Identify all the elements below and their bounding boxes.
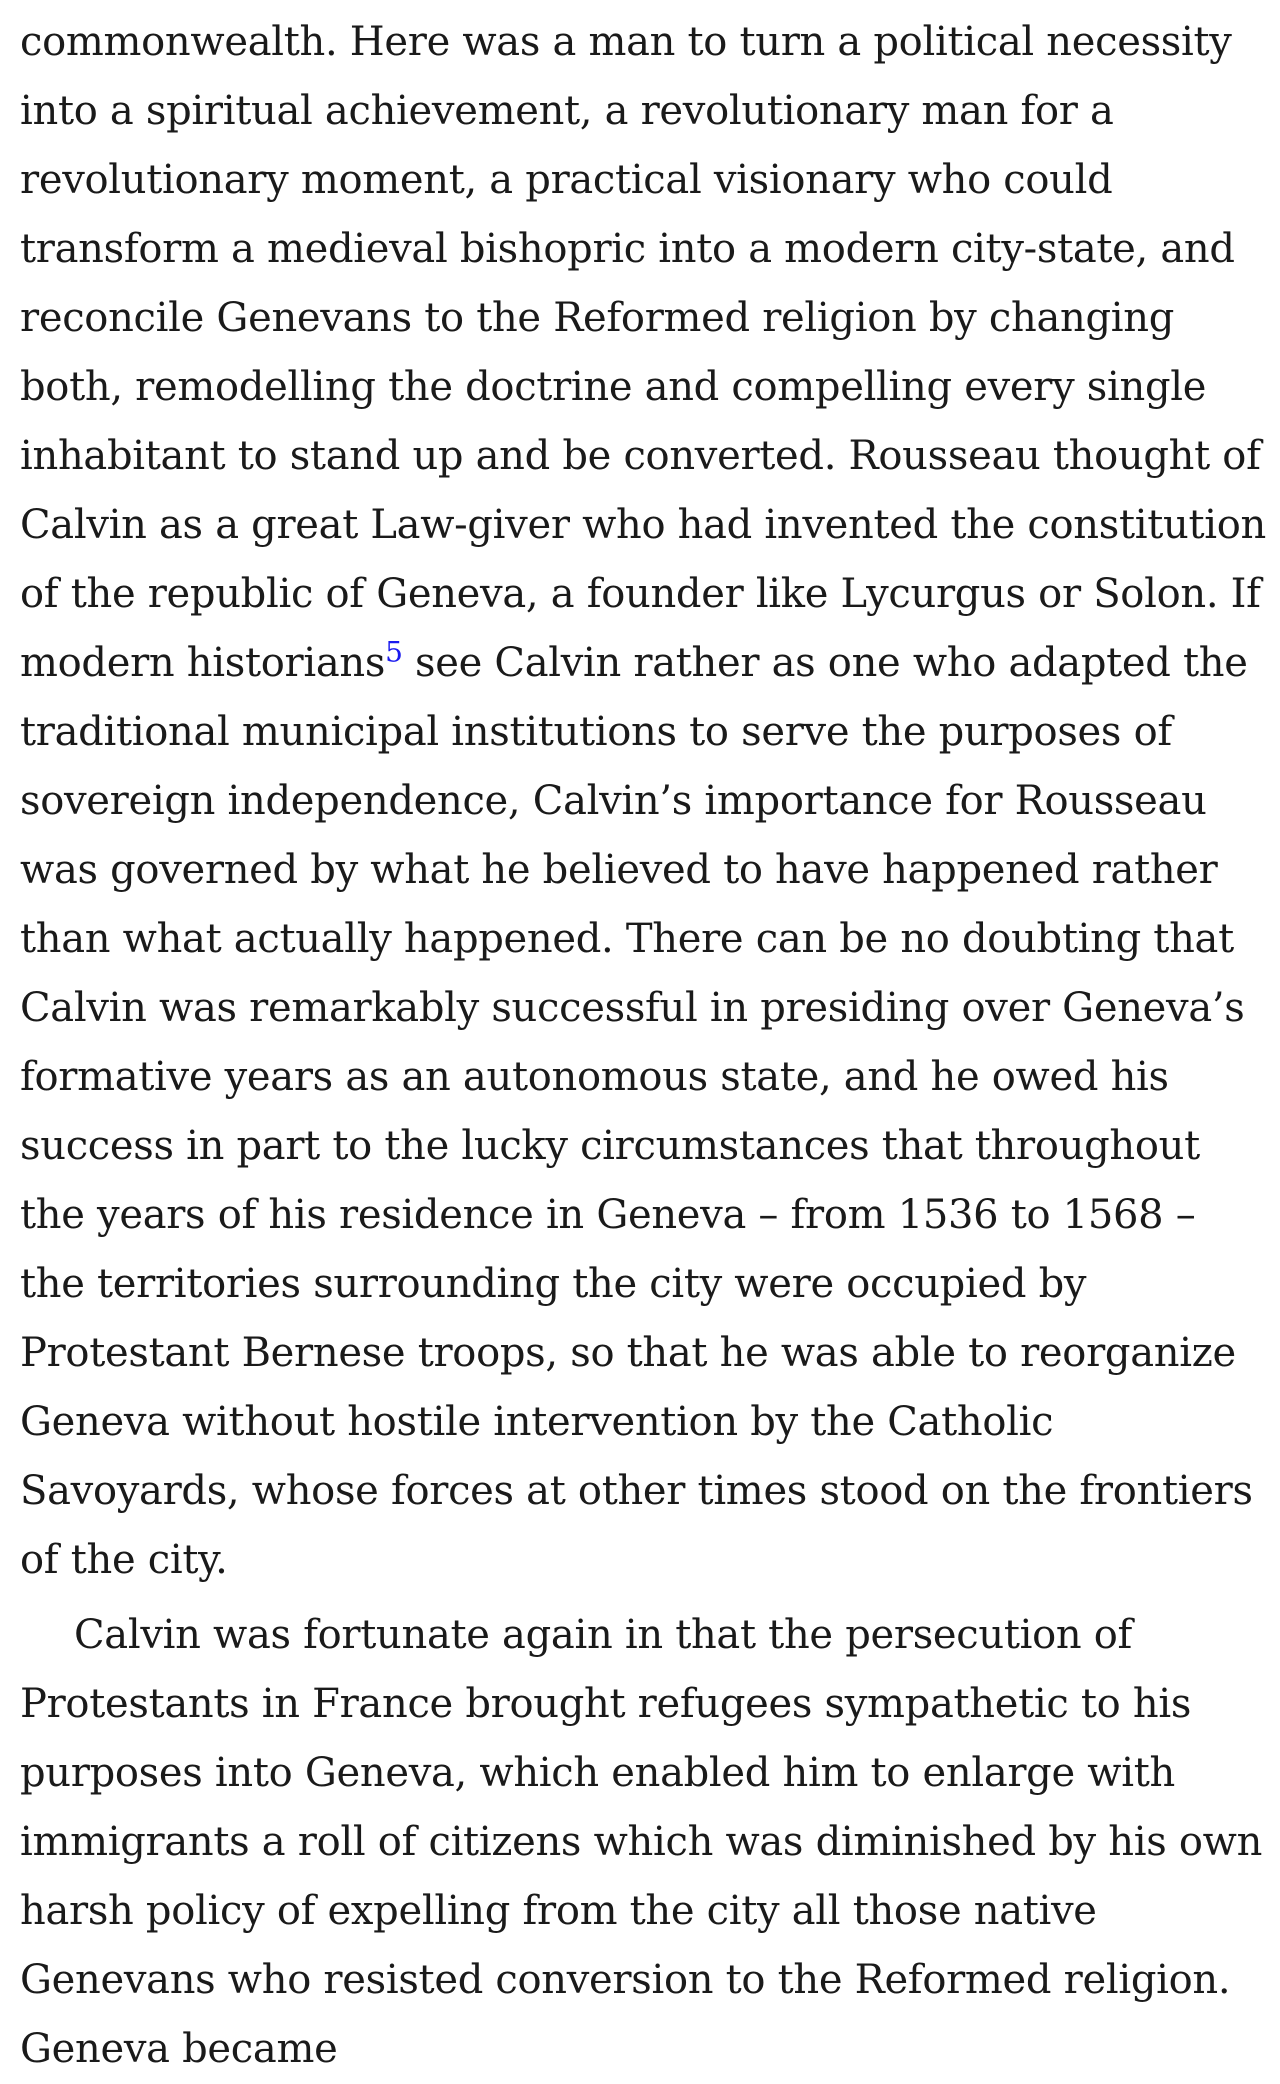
reading-page	[20, 8, 1270, 2084]
body-paragraph-2: Calvin was fortunate again in that the persecution of Protestants in France brought refugees sympathetic to his purposes into Geneva, which enabled him to enlarge with immigrants a roll of citizens which was diminished by his own harsh policy of expelling from the city all those native Genevans who resisted conversion to the Reformed religion. Geneva became	[20, 1612, 1263, 2072]
body-paragraph-1	[20, 8, 1270, 1595]
paragraph-1-text-after-note: see Calvin rather as one who adapted the traditional municipal institutions to serve the purposes of sovereign independence, Calvin’s importance for Rousseau was governed by what he believed to have happened rather than what actually happened. There can be no doubting that Calvin was remarkably successful in presiding over Geneva’s formative years as an autonomous state, and he owed his success in part to the lucky circumstances that throughout the years of his residence in Geneva – from 1536 to 1568 – the territories surrounding the city were occupied by Protestant Bernese troops, so that he was able to reorganize Geneva without hostile intervention by the Catholic Savoyards, whose forces at other times stood on the frontiers of the city.	[20, 640, 1253, 1583]
paragraph-1-text-before-note: commonwealth. Here was a man to turn a political necessity into a spiritual achievement, a revolutionary man for a revolutionary moment, a practical visionary who could transform a medieval bishopric into a modern city-state, and reconcile Genevans to the Reformed religion by changing both, remodelling the doctrine and compelling every single inhabitant to stand up and be converted. Rousseau thought of Calvin as a great Law-giver who had invented the constitution of the republic of Geneva, a founder like Lycurgus or Solon. If modern historians	[20, 19, 1266, 686]
footnote-5-link[interactable]: 5	[385, 635, 403, 669]
